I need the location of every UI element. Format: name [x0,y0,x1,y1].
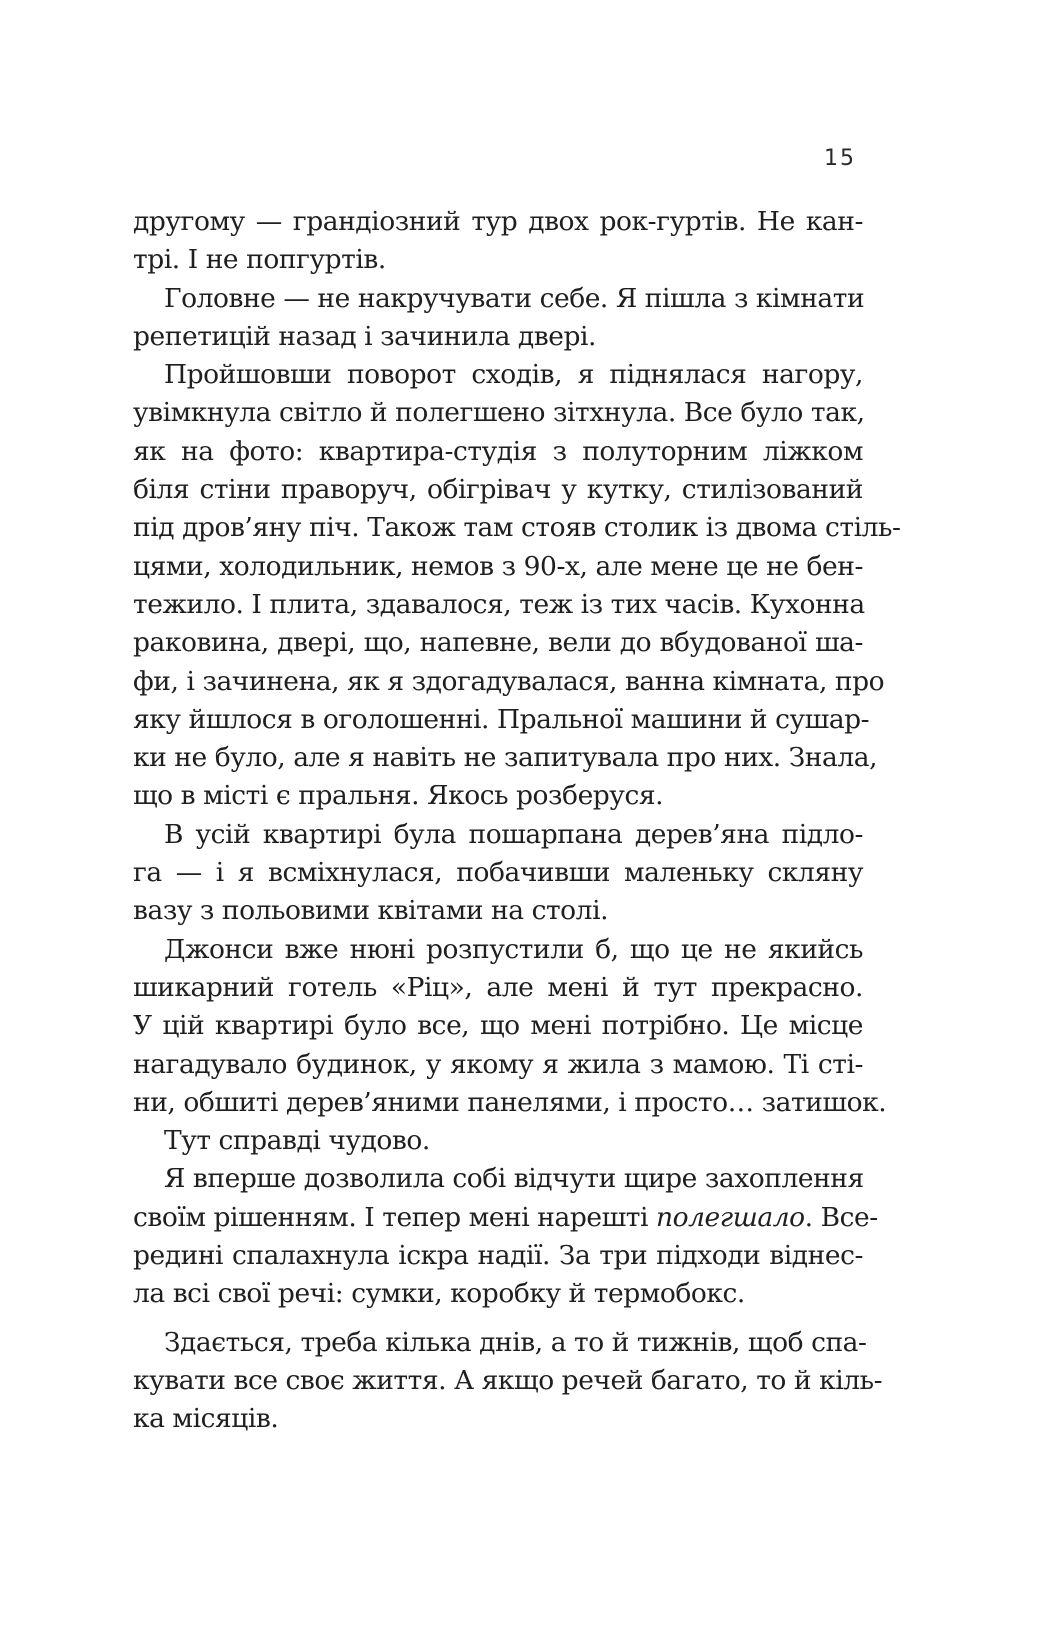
text-line: цями, холодильник, немов з 90-х, але мене це не бен- [133,550,863,582]
paragraph-start-line: Джонси вже нюні розпустили б, що це не якийсь [164,933,863,965]
text-line: ка місяців. [133,1403,279,1435]
text-line: вазу з польовими квітами на столі. [133,895,609,927]
text-line: біля стіни праворуч, обігрівач у кутку, стилізований [133,474,863,506]
paragraph-start-line: Тут справді чудово. [164,1125,430,1157]
text-fragment: . Все- [804,1201,878,1233]
text-line: увімкнула світло й полегшено зітхнула. Все було так, [133,397,865,429]
text-line: ки не було, але я навіть не запитувала про них. Знала, [133,742,878,774]
text-fragment: своїм рішенням. І тепер мені нарешті [133,1201,656,1233]
text-line: другому — грандіозний тур двох рок-гуртів. Не кан- [133,206,863,237]
text-line: ни, обшиті дерев’яними панелями, і просто… затишок. [133,1086,887,1118]
paragraph-start-line: Здається, треба кілька днів, а то й тижнів, щоб спа- [164,1326,867,1358]
text-line: га — і я всміхнулася, побачивши маленьку скляну [133,857,863,889]
text-line: тежило. І плита, здавалося, теж із тих часів. Кухонна [133,588,865,620]
text-line: що в місті є пральня. Якось розберуся. [133,780,664,812]
paragraph-start-line: В усій квартирі була пошарпана дерев’яна підло- [164,818,863,850]
text-line: У цій квартирі було все, що мені потрібно. Це місце [133,1010,863,1042]
text-line: яку йшлося в оголошенні. Пральної машини й сушар- [133,703,870,735]
page-number: 15 [824,146,856,171]
text-line: ла всі свої речі: сумки, коробку й термобокс. [133,1278,745,1310]
text-line: як на фото: квартира-студія з полуторним ліжком [133,435,863,467]
text-line: під дров’яну піч. Також там стояв столик із двома стіль- [133,512,901,544]
text-line: редині спалахнула іскра надії. За три підходи віднес- [133,1240,863,1272]
text-line: фи, і зачинена, як я здогадувалася, ванна кімната, про [133,665,885,697]
text-line: трі. І не попгуртів. [133,244,386,276]
text-line: раковина, двері, що, напевне, вели до вбудованої ша- [133,627,863,659]
text-line: нагадувало будинок, у якому я жила з мамою. Ті сті- [133,1048,863,1080]
text-line: репетицій назад і зачинила двері. [133,320,597,352]
paragraph-start-line: Головне — не накручувати себе. Я пішла з кімнати [164,282,865,314]
body-text [133,203,901,1439]
text-line: шикарний готель «Ріц», але мені й тут прекрасно. [133,971,863,1003]
text-line-with-emphasis [133,1199,878,1237]
paragraph-start-line: Пройшовши поворот сходів, я піднялася нагору, [164,359,863,391]
text-line: кувати все своє життя. А якщо речей багато, то й кіль- [133,1364,883,1396]
emphasized-word: полегшало [655,1201,805,1233]
paragraph-start-line: Я вперше дозволила собі відчути щире захоплення [164,1163,864,1195]
